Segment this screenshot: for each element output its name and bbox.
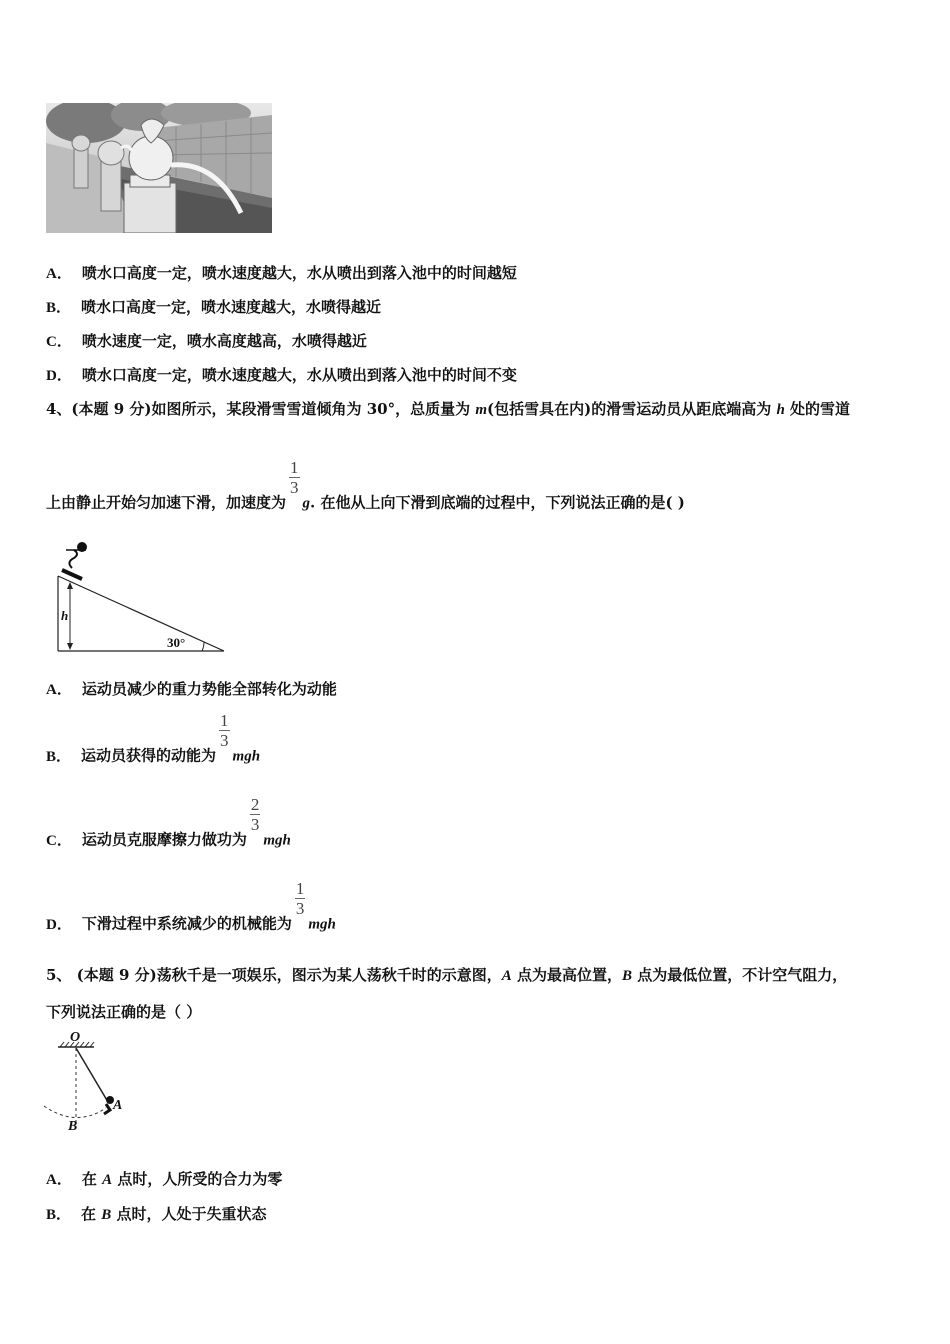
q4-option-b: B． 运动员获得的动能为 $\frac{1}{3}$ mgh [46, 711, 261, 765]
q4-stem-line2: 上由静止开始匀加速下滑，加速度为 $\frac{1}{3}$ g. 在他从上向下滑到底端的过程中，下列说法正确的是( ) [46, 458, 685, 512]
q5-stem-line1: 5、 (本题 9 分)荡秋千是一项娱乐，图示为某人荡秋千时的示意图，A 点为最高位置，B 点为最低位置，不计空气阻力， [46, 966, 848, 984]
q4-acceleration-fraction: $\frac{1}{3}$ [290, 458, 299, 497]
q3-option-d: D． 喷水口高度一定，喷水速度越大，水从喷出到落入池中的时间不变 [46, 366, 517, 384]
swing-o-label: O [70, 1030, 81, 1045]
q4-d-fraction: $\frac{1}{3}$ [295, 879, 305, 918]
q4-b-fraction: $\frac{1}{3}$ [220, 711, 229, 750]
q4-stem-line1: 4、(本题 9 分)如图所示，某段滑雪雪道倾角为 30°，总质量为 m(包括雪具在内)的滑雪运动员从距底端高为 h 处的雪道 [46, 400, 851, 418]
swing-figure [40, 1030, 140, 1138]
q4-option-c: C． 运动员克服摩擦力做功为 $\frac{2}{3}$ mgh [46, 795, 291, 849]
slope-height-label: h [61, 608, 69, 623]
slope-angle-label: 30° [167, 635, 186, 650]
ski-slope-figure [52, 538, 232, 658]
q3-option-a: A． 喷水口高度一定，喷水速度越大，水从喷出到落入池中的时间越短 [46, 264, 517, 282]
q3-option-c: C． 喷水速度一定，喷水高度越高，水喷得越近 [46, 332, 367, 350]
swing-a-label: A [113, 1098, 123, 1113]
q5-option-b: B． 在 B 点时，人处于失重状态 [46, 1205, 267, 1223]
q5-stem-line2: 下列说法正确的是（ ） [46, 1003, 202, 1021]
swing-b-label: B [68, 1119, 78, 1134]
q4-option-d: D． 下滑过程中系统减少的机械能为 $\frac{1}{3}$ mgh [46, 879, 336, 933]
fountain-photo [46, 103, 272, 233]
q4-c-fraction: $\frac{2}{3}$ [250, 795, 260, 834]
q4-option-a: A． 运动员减少的重力势能全部转化为动能 [46, 680, 337, 698]
q5-option-a: A． 在 A 点时，人所受的合力为零 [46, 1170, 283, 1188]
q3-option-b: B． 喷水口高度一定，喷水速度越大，水喷得越近 [46, 298, 382, 316]
